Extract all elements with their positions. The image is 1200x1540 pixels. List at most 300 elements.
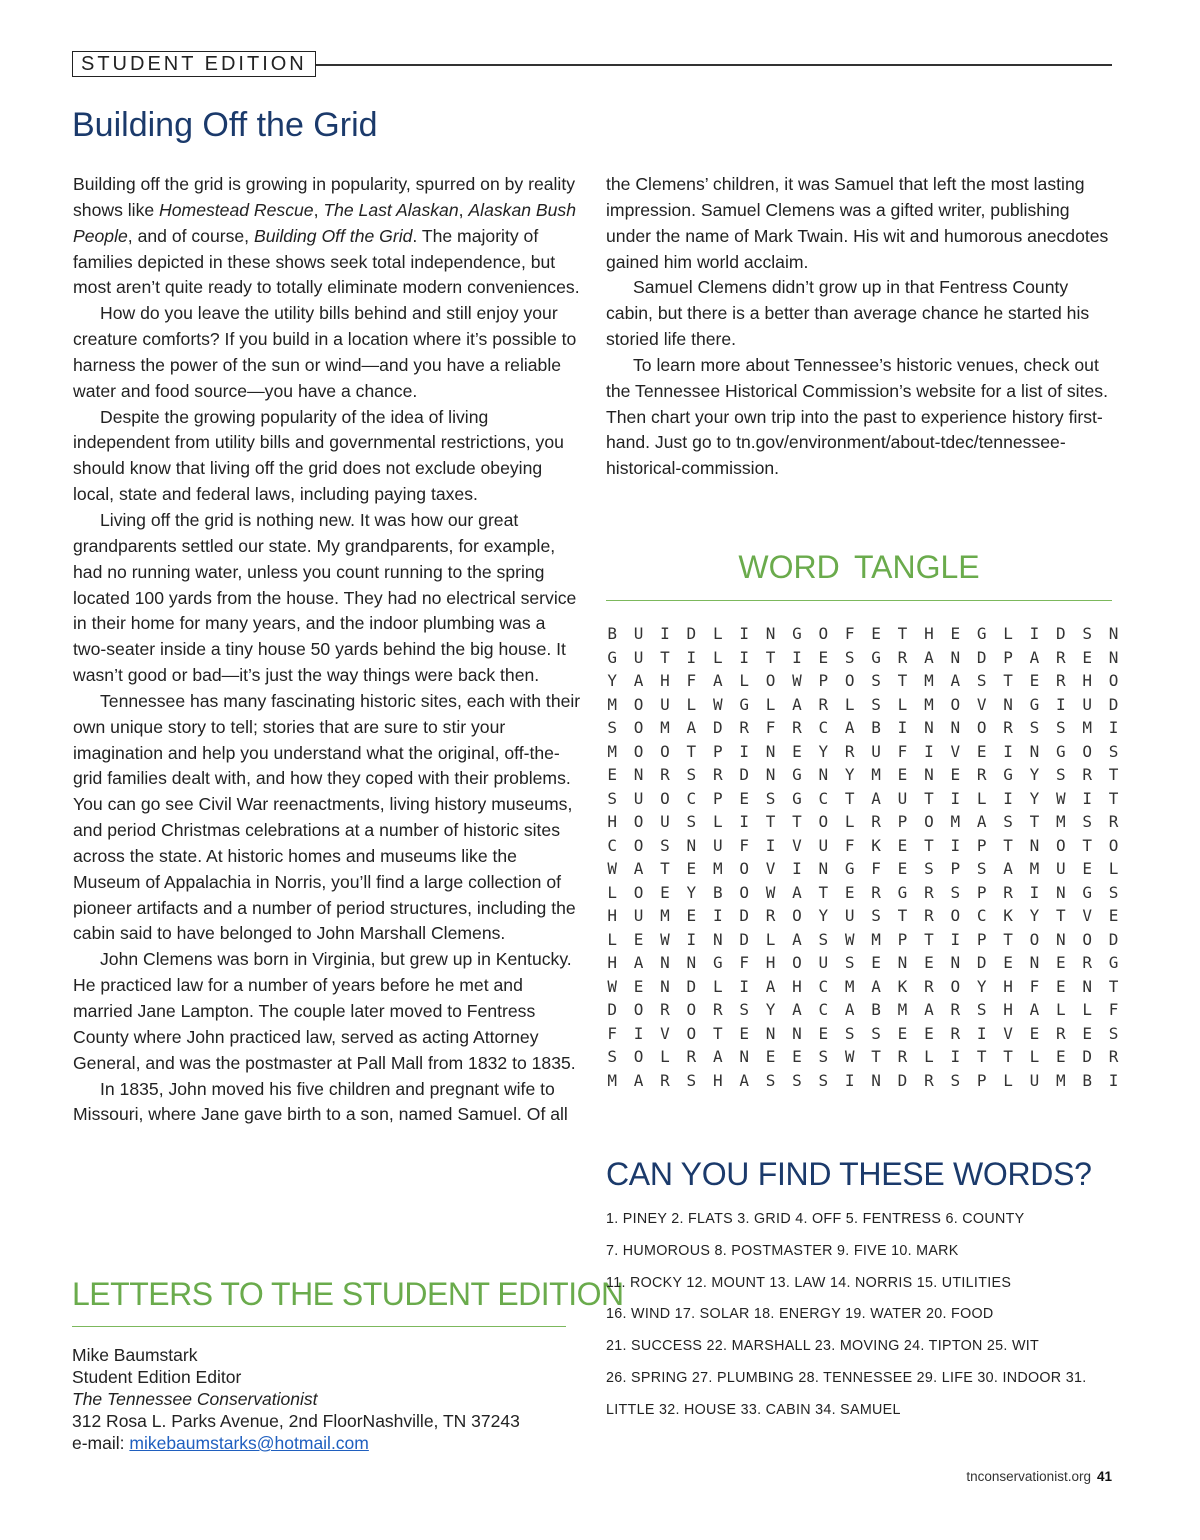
article-paragraph: To learn more about Tennessee’s historic venues, check out the Tennessee Historical Commission’s website for a list of sites. Then chart your own trip into the past to experience history first-hand. Just go to tn.gov/environment/about-tdec/tennessee-historical-commission. xyxy=(606,354,1108,479)
grid-letter: S xyxy=(871,671,881,690)
grid-letter: T xyxy=(1003,929,1013,949)
grid-letter: E xyxy=(871,953,881,972)
grid-letter: R xyxy=(660,1000,670,1019)
grid-letter: N xyxy=(1029,835,1040,855)
grid-letter: M xyxy=(1082,718,1093,737)
grid-letter: M xyxy=(607,694,618,714)
grid-letter: A xyxy=(712,1047,723,1066)
grid-letter: R xyxy=(924,1070,934,1090)
email-link[interactable]: mikebaumstarks@hotmail.com xyxy=(129,1433,369,1453)
grid-letter: R xyxy=(844,741,855,761)
grid-letter: E xyxy=(792,741,802,761)
grid-letter: F xyxy=(871,859,881,878)
grid-letter: T xyxy=(1003,671,1013,690)
grid-letter: N xyxy=(712,929,723,949)
grid-letter: R xyxy=(1003,882,1013,902)
grid-letter: V xyxy=(950,741,961,761)
grid-letter: N xyxy=(1029,741,1040,761)
grid-letter: E xyxy=(1003,953,1013,972)
grid-letter: I xyxy=(633,1023,644,1043)
grid-letter: T xyxy=(1108,765,1119,784)
grid-letter: N xyxy=(1056,929,1066,949)
grid-letter: A xyxy=(792,929,802,949)
grid-letter: S xyxy=(818,1070,829,1090)
grid-letter: D xyxy=(976,647,987,667)
grid-letter: M xyxy=(1056,1070,1066,1090)
contact-name: Mike Baumstark xyxy=(72,1345,198,1365)
grid-letter: S xyxy=(1003,812,1013,831)
grid-letter: S xyxy=(792,1070,802,1090)
word-tangle-rule xyxy=(606,600,1112,601)
email-label: e-mail: xyxy=(72,1433,130,1453)
grid-letter: A xyxy=(976,812,987,831)
grid-letter: K xyxy=(871,835,881,855)
grid-letter: T xyxy=(765,812,776,831)
grid-letter: A xyxy=(633,671,644,690)
grid-letter: A xyxy=(950,671,961,690)
grid-letter: E xyxy=(1082,859,1093,878)
grid-letter: O xyxy=(739,859,749,878)
grid-letter: D xyxy=(976,953,987,972)
grid-letter: T xyxy=(1082,835,1093,855)
grid-letter: A xyxy=(924,1000,934,1019)
grid-letter: S xyxy=(686,765,697,784)
grid-letter: L xyxy=(1108,859,1119,878)
grid-letter: M xyxy=(924,694,934,714)
grid-letter: S xyxy=(660,835,670,855)
grid-letter: O xyxy=(1108,835,1119,855)
grid-letter: N xyxy=(924,718,934,737)
header-rule xyxy=(312,64,1112,66)
grid-letter: Y xyxy=(765,1000,776,1019)
grid-letter: O xyxy=(633,882,644,902)
grid-letter: I xyxy=(950,1047,961,1066)
grid-letter: E xyxy=(924,1023,934,1043)
grid-letter: I xyxy=(660,624,670,643)
grid-letter: E xyxy=(818,647,829,667)
grid-letter: O xyxy=(633,694,644,714)
grid-letter: S xyxy=(818,929,829,949)
grid-letter: I xyxy=(844,1070,855,1090)
grid-letter: O xyxy=(950,694,961,714)
grid-letter: L xyxy=(712,647,723,667)
grid-letter: G xyxy=(1056,741,1066,761)
contact-block xyxy=(72,1344,520,1454)
grid-letter: O xyxy=(1029,929,1040,949)
grid-letter: U xyxy=(633,788,644,808)
grid-letter: E xyxy=(950,765,961,784)
grid-letter: G xyxy=(739,694,749,714)
grid-letter: I xyxy=(1003,788,1013,808)
grid-letter: L xyxy=(844,812,855,831)
grid-letter: N xyxy=(660,953,670,972)
grid-letter: W xyxy=(607,859,618,878)
grid-letter: R xyxy=(1108,1047,1119,1066)
grid-letter: M xyxy=(607,741,618,761)
grid-letter: N xyxy=(765,741,776,761)
grid-letter: U xyxy=(1082,694,1093,714)
grid-letter: L xyxy=(712,976,723,996)
grid-letter: R xyxy=(765,906,776,925)
grid-letter: E xyxy=(607,765,618,784)
grid-letter: W xyxy=(1056,788,1066,808)
grid-letter: E xyxy=(660,882,670,902)
grid-letter: G xyxy=(976,624,987,643)
grid-letter: R xyxy=(871,812,881,831)
grid-letter: G xyxy=(871,647,881,667)
grid-letter: F xyxy=(1108,1000,1119,1019)
grid-letter: O xyxy=(792,906,802,925)
grid-letter: S xyxy=(1108,882,1119,902)
grid-letter: F xyxy=(844,624,855,643)
grid-letter: B xyxy=(712,882,723,902)
grid-letter: T xyxy=(1003,1047,1013,1066)
grid-letter: G xyxy=(792,624,802,643)
grid-letter: R xyxy=(976,765,987,784)
grid-letter: M xyxy=(660,718,670,737)
grid-letter: E xyxy=(897,1023,908,1043)
grid-letter: W xyxy=(765,882,776,902)
grid-letter: F xyxy=(1029,976,1040,996)
grid-letter: S xyxy=(686,1070,697,1090)
grid-letter: O xyxy=(739,882,749,902)
grid-letter: R xyxy=(1082,765,1093,784)
grid-letter: M xyxy=(660,906,670,925)
grid-letter: L xyxy=(712,624,723,643)
grid-letter: D xyxy=(739,906,749,925)
grid-letter: I xyxy=(950,788,961,808)
contact-email-line xyxy=(72,1432,520,1454)
grid-row xyxy=(599,646,1127,670)
grid-letter: T xyxy=(1108,788,1119,808)
grid-letter: F xyxy=(686,671,697,690)
grid-letter: R xyxy=(712,1000,723,1019)
grid-letter: A xyxy=(1003,859,1013,878)
grid-letter: A xyxy=(1029,647,1040,667)
grid-letter: T xyxy=(1056,906,1066,925)
grid-letter: C xyxy=(818,976,829,996)
grid-letter: L xyxy=(607,882,618,902)
page-number: 41 xyxy=(1096,1469,1112,1484)
grid-letter: A xyxy=(739,1070,749,1090)
grid-letter: O xyxy=(818,624,829,643)
grid-letter: M xyxy=(950,812,961,831)
grid-letter: T xyxy=(818,882,829,902)
grid-letter: F xyxy=(765,718,776,737)
grid-letter: O xyxy=(792,953,802,972)
grid-letter: N xyxy=(660,976,670,996)
grid-letter: N xyxy=(924,765,934,784)
grid-letter: O xyxy=(844,671,855,690)
grid-letter: L xyxy=(1003,624,1013,643)
grid-letter: N xyxy=(765,624,776,643)
grid-letter: L xyxy=(924,1047,934,1066)
grid-letter: D xyxy=(1082,1047,1093,1066)
grid-letter: S xyxy=(765,1070,776,1090)
grid-row xyxy=(599,740,1127,764)
grid-letter: G xyxy=(792,788,802,808)
grid-letter: U xyxy=(818,835,829,855)
grid-letter: Y xyxy=(607,671,618,690)
grid-letter: O xyxy=(818,812,829,831)
grid-letter: C xyxy=(818,788,829,808)
word-list-line: 21. SUCCESS 22. MARSHALL 23. MOVING 24. TIPTON 25. WIT xyxy=(606,1338,1040,1355)
grid-letter: E xyxy=(739,788,749,808)
grid-letter: D xyxy=(686,624,697,643)
grid-letter: E xyxy=(686,906,697,925)
grid-letter: O xyxy=(660,788,670,808)
grid-letter: N xyxy=(818,859,829,878)
grid-letter: N xyxy=(1082,976,1093,996)
grid-letter: E xyxy=(1029,1023,1040,1043)
word-list-line: 16. WIND 17. SOLAR 18. ENERGY 19. WATER 20. FOOD xyxy=(606,1306,994,1323)
grid-letter: I xyxy=(1108,718,1119,737)
grid-letter: E xyxy=(897,765,908,784)
grid-letter: D xyxy=(712,718,723,737)
grid-letter: E xyxy=(976,741,987,761)
grid-letter: G xyxy=(897,882,908,902)
grid-letter: G xyxy=(1082,882,1093,902)
grid-row xyxy=(599,904,1127,928)
grid-letter: P xyxy=(897,812,908,831)
grid-letter: U xyxy=(712,835,723,855)
grid-letter: R xyxy=(1056,671,1066,690)
grid-letter: U xyxy=(897,788,908,808)
grid-letter: R xyxy=(792,718,802,737)
grid-letter: R xyxy=(660,1070,670,1090)
grid-letter: G xyxy=(712,953,723,972)
grid-letter: K xyxy=(897,976,908,996)
page-footer xyxy=(966,1469,1112,1484)
grid-letter: H xyxy=(1003,1000,1013,1019)
grid-letter: E xyxy=(686,859,697,878)
grid-letter: I xyxy=(739,647,749,667)
grid-letter: B xyxy=(1082,1070,1093,1090)
grid-letter: S xyxy=(765,788,776,808)
grid-letter: P xyxy=(897,929,908,949)
grid-letter: L xyxy=(897,694,908,714)
grid-letter: I xyxy=(712,906,723,925)
grid-letter: L xyxy=(1003,1070,1013,1090)
grid-letter: P xyxy=(950,859,961,878)
grid-letter: U xyxy=(1029,1070,1040,1090)
grid-letter: A xyxy=(633,1070,644,1090)
grid-letter: O xyxy=(633,812,644,831)
find-words-heading: CAN YOU FIND THESE WORDS? xyxy=(606,1156,1092,1192)
grid-letter: A xyxy=(844,1000,855,1019)
grid-letter: O xyxy=(1056,835,1066,855)
grid-letter: R xyxy=(660,765,670,784)
grid-letter: A xyxy=(712,671,723,690)
grid-letter: R xyxy=(924,882,934,902)
grid-letter: S xyxy=(1056,765,1066,784)
footer-site: tnconservationist.org xyxy=(966,1469,1091,1484)
grid-letter: U xyxy=(818,953,829,972)
grid-letter: I xyxy=(924,741,934,761)
grid-letter: D xyxy=(607,1000,618,1019)
grid-letter: V xyxy=(1082,906,1093,925)
page-title: Building Off the Grid xyxy=(72,106,378,144)
grid-letter: S xyxy=(739,1000,749,1019)
grid-letter: E xyxy=(950,624,961,643)
grid-letter: C xyxy=(686,788,697,808)
grid-letter: Y xyxy=(686,882,697,902)
grid-letter: I xyxy=(1003,741,1013,761)
grid-letter: T xyxy=(1108,976,1119,996)
grid-letter: O xyxy=(633,741,644,761)
grid-letter: S xyxy=(1056,718,1066,737)
grid-letter: A xyxy=(844,718,855,737)
article-paragraph: How do you leave the utility bills behind and still enjoy your creature comforts? If you build in a location where it’s possible to harness the power of the sun or wind—and you have a reliable water and food source—you have a chance. xyxy=(73,303,577,401)
grid-row xyxy=(599,1045,1127,1069)
grid-letter: U xyxy=(844,906,855,925)
grid-row xyxy=(599,787,1127,811)
grid-letter: N xyxy=(1108,624,1119,643)
grid-letter: O xyxy=(950,906,961,925)
grid-letter: A xyxy=(792,882,802,902)
grid-letter: P xyxy=(1003,647,1013,667)
grid-letter: Y xyxy=(976,976,987,996)
grid-letter: O xyxy=(1108,671,1119,690)
grid-row xyxy=(599,881,1127,905)
grid-letter: G xyxy=(1003,765,1013,784)
grid-letter: O xyxy=(633,1047,644,1066)
grid-letter: S xyxy=(818,1047,829,1066)
grid-letter: T xyxy=(897,624,908,643)
grid-letter: N xyxy=(633,765,644,784)
grid-letter: E xyxy=(924,953,934,972)
grid-letter: T xyxy=(871,1047,881,1066)
grid-letter: M xyxy=(924,671,934,690)
grid-letter: A xyxy=(871,788,881,808)
grid-letter: S xyxy=(844,953,855,972)
article-column-left xyxy=(73,172,581,1128)
grid-letter: E xyxy=(1056,976,1066,996)
edition-label: STUDENT EDITION xyxy=(72,51,316,77)
grid-row xyxy=(599,1069,1127,1093)
grid-letter: R xyxy=(924,976,934,996)
grid-letter: D xyxy=(739,765,749,784)
grid-letter: H xyxy=(607,906,618,925)
grid-letter: V xyxy=(660,1023,670,1043)
grid-letter: G xyxy=(1108,953,1119,972)
grid-letter: O xyxy=(633,718,644,737)
grid-letter: H xyxy=(1003,976,1013,996)
grid-letter: V xyxy=(792,835,802,855)
grid-letter: M xyxy=(712,859,723,878)
grid-letter: E xyxy=(1029,671,1040,690)
grid-letter: G xyxy=(792,765,802,784)
grid-letter: C xyxy=(607,835,618,855)
grid-letter: L xyxy=(765,929,776,949)
grid-letter: I xyxy=(739,976,749,996)
grid-letter: M xyxy=(1029,859,1040,878)
grid-row xyxy=(599,810,1127,834)
grid-letter: I xyxy=(976,1023,987,1043)
grid-letter: P xyxy=(976,882,987,902)
grid-letter: T xyxy=(924,929,934,949)
grid-letter: R xyxy=(686,1047,697,1066)
grid-letter: E xyxy=(871,624,881,643)
grid-letter: I xyxy=(1029,882,1040,902)
word-list-line: 1. PINEY 2. FLATS 3. GRID 4. OFF 5. FENTRESS 6. COUNTY xyxy=(606,1211,1025,1227)
grid-letter: S xyxy=(1108,1023,1119,1043)
grid-letter: N xyxy=(792,1023,802,1043)
grid-letter: L xyxy=(739,671,749,690)
grid-letter: T xyxy=(897,671,908,690)
grid-letter: R xyxy=(924,906,934,925)
grid-letter: R xyxy=(1003,718,1013,737)
grid-letter: E xyxy=(792,1047,802,1066)
grid-row xyxy=(599,716,1127,740)
word-tangle-heading: WORD TANGLE xyxy=(738,549,980,585)
grid-letter: G xyxy=(844,859,855,878)
grid-letter: T xyxy=(1003,835,1013,855)
grid-letter: C xyxy=(976,906,987,925)
grid-row xyxy=(599,998,1127,1022)
word-list xyxy=(606,1204,1126,1427)
grid-letter: T xyxy=(924,788,934,808)
article-paragraph: Building off the grid is growing in popularity, spurred on by reality shows like Homestead Rescue, The Last Alaskan, Alaskan Bush People, and of course, Building Off the Grid. The majority of families depicted in these shows seek total independence, but most aren’t quite ready to totally eliminate modern conveniences. xyxy=(73,174,580,298)
grid-letter: A xyxy=(686,718,697,737)
grid-letter: C xyxy=(818,718,829,737)
grid-letter: N xyxy=(765,1023,776,1043)
grid-letter: T xyxy=(660,647,670,667)
grid-letter: S xyxy=(1108,741,1119,761)
grid-letter: M xyxy=(844,976,855,996)
grid-letter: O xyxy=(924,812,934,831)
grid-letter: A xyxy=(633,859,644,878)
grid-letter: K xyxy=(1003,906,1013,925)
grid-letter: R xyxy=(1056,1023,1066,1043)
grid-letter: L xyxy=(712,812,723,831)
grid-letter: N xyxy=(1108,647,1119,667)
grid-letter: T xyxy=(897,906,908,925)
grid-letter: H xyxy=(607,953,618,972)
grid-letter: U xyxy=(660,694,670,714)
grid-letter: L xyxy=(607,929,618,949)
grid-letter: S xyxy=(976,1000,987,1019)
grid-letter: S xyxy=(607,788,618,808)
grid-letter: S xyxy=(976,671,987,690)
grid-letter: F xyxy=(897,741,908,761)
grid-letter: N xyxy=(686,953,697,972)
grid-letter: R xyxy=(950,1023,961,1043)
grid-letter: T xyxy=(924,835,934,855)
grid-letter: N xyxy=(950,953,961,972)
grid-letter: I xyxy=(739,624,749,643)
grid-row xyxy=(599,693,1127,717)
grid-letter: S xyxy=(686,812,697,831)
grid-letter: W xyxy=(712,694,723,714)
grid-letter: L xyxy=(844,694,855,714)
grid-letter: N xyxy=(897,953,908,972)
contact-publication: The Tennessee Conservationist xyxy=(72,1389,318,1409)
grid-letter: S xyxy=(1029,718,1040,737)
grid-letter: G xyxy=(1029,694,1040,714)
grid-letter: U xyxy=(633,906,644,925)
grid-letter: U xyxy=(660,812,670,831)
grid-letter: R xyxy=(871,882,881,902)
grid-letter: P xyxy=(712,741,723,761)
grid-letter: H xyxy=(607,812,618,831)
article-paragraph: Tennessee has many fascinating historic sites, each with their own unique story to tell; stories that are sure to stir your imagination and help you understand what the original, off-the-grid families dealt with, and how they coped with their problems. You can go see Civil War reenactments, living history museums, and period Christmas celebrations at a number of historic sites across the state. At historic homes and museums like the Museum of Appalachia in Norris, you’ll find a large collection of pioneer artifacts and a number of period structures, including the cabin said to have belonged to John Marshall Clemens. xyxy=(73,690,581,944)
grid-letter: N xyxy=(686,835,697,855)
article-paragraph: In 1835, John moved his five children and pregnant wife to Missouri, where Jane gave birth to a son, named Samuel. Of all xyxy=(73,1078,568,1125)
grid-row xyxy=(599,857,1127,881)
grid-letter: O xyxy=(950,976,961,996)
grid-letter: C xyxy=(818,1000,829,1019)
